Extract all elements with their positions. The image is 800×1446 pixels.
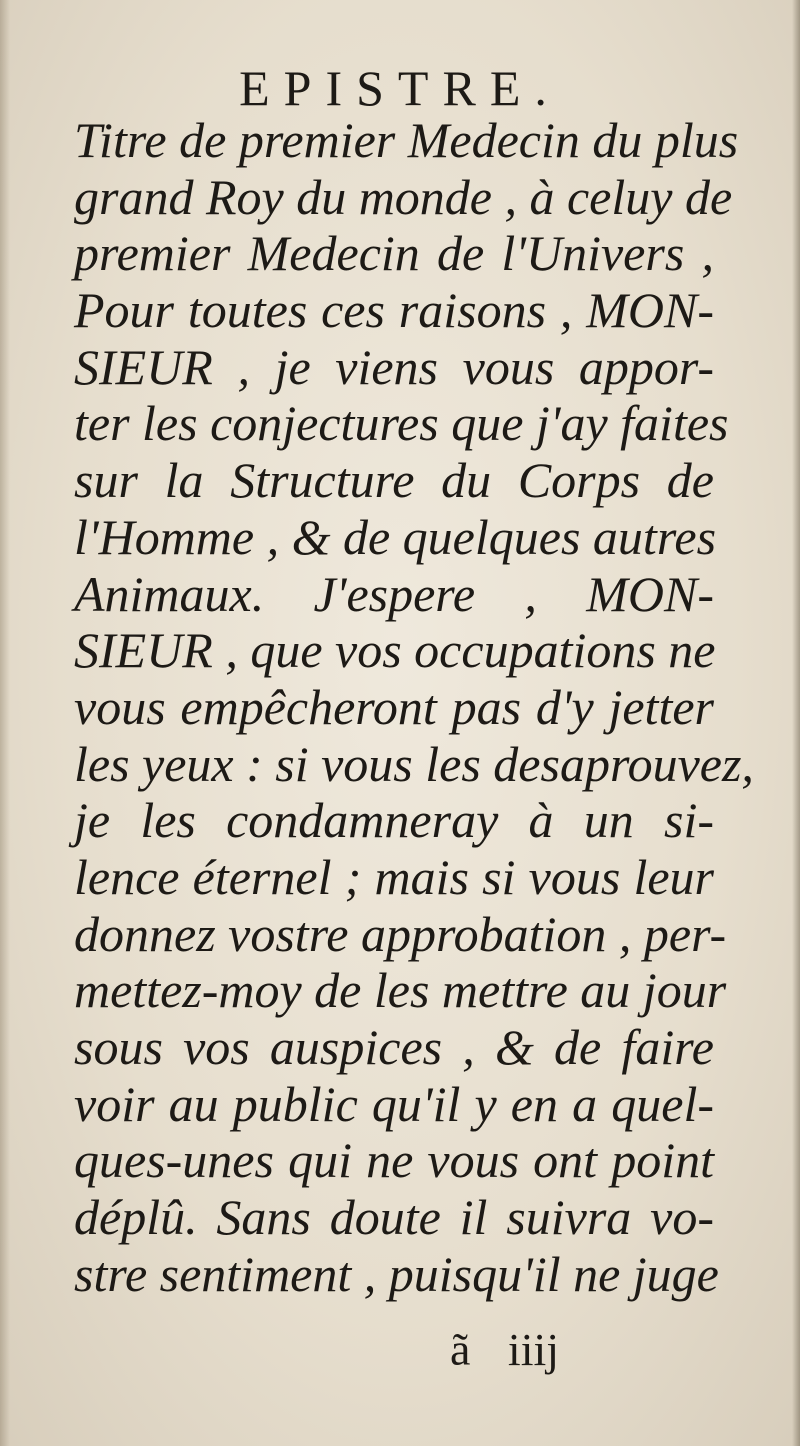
text-line: SIEUR , que vos occupations ne	[74, 622, 716, 679]
text-line: Pour toutes ces raisons , MON-	[74, 282, 714, 339]
signature-mark: ã iiij	[450, 1324, 560, 1375]
text-line: stre sentiment , puisqu'il ne juge	[74, 1245, 719, 1302]
text-line: vous empêcheront pas d'y jetter	[74, 678, 714, 735]
text-line: ques-unes qui ne vous ont point	[74, 1132, 714, 1189]
running-head: EPISTRE.	[239, 60, 561, 116]
text-line: voir au public qu'il y en a quel-	[74, 1075, 714, 1132]
text-line: l'Homme , & de quelques autres	[74, 508, 717, 565]
text-line: SIEUR , je viens vous appor-	[74, 338, 714, 395]
text-line: lence éternel ; mais si vous leur	[74, 848, 714, 905]
text-line: Titre de premier Medecin du plus	[74, 112, 739, 168]
text-line: ter les conjectures que j'ay faites	[74, 395, 729, 452]
text-line: sur la Structure du Corps de	[74, 452, 714, 509]
text-line: je les condamneray à un si-	[74, 792, 714, 849]
epistle-text	[74, 112, 754, 1302]
text-line: déplû. Sans doute il suivra vo-	[74, 1189, 714, 1246]
text-line: grand Roy du monde , à celuy de	[74, 168, 733, 225]
text-line: premier Medecin de l'Univers ,	[74, 225, 714, 282]
text-line: les yeux : si vous les desaprouvez,	[74, 735, 754, 792]
text-line: Animaux. J'espere , MON-	[74, 565, 714, 622]
text-line: sous vos auspices , & de faire	[74, 1019, 714, 1075]
text-line: donnez vostre approbation , per-	[74, 905, 727, 962]
text-line: mettez-moy de les mettre au jour	[74, 962, 727, 1019]
